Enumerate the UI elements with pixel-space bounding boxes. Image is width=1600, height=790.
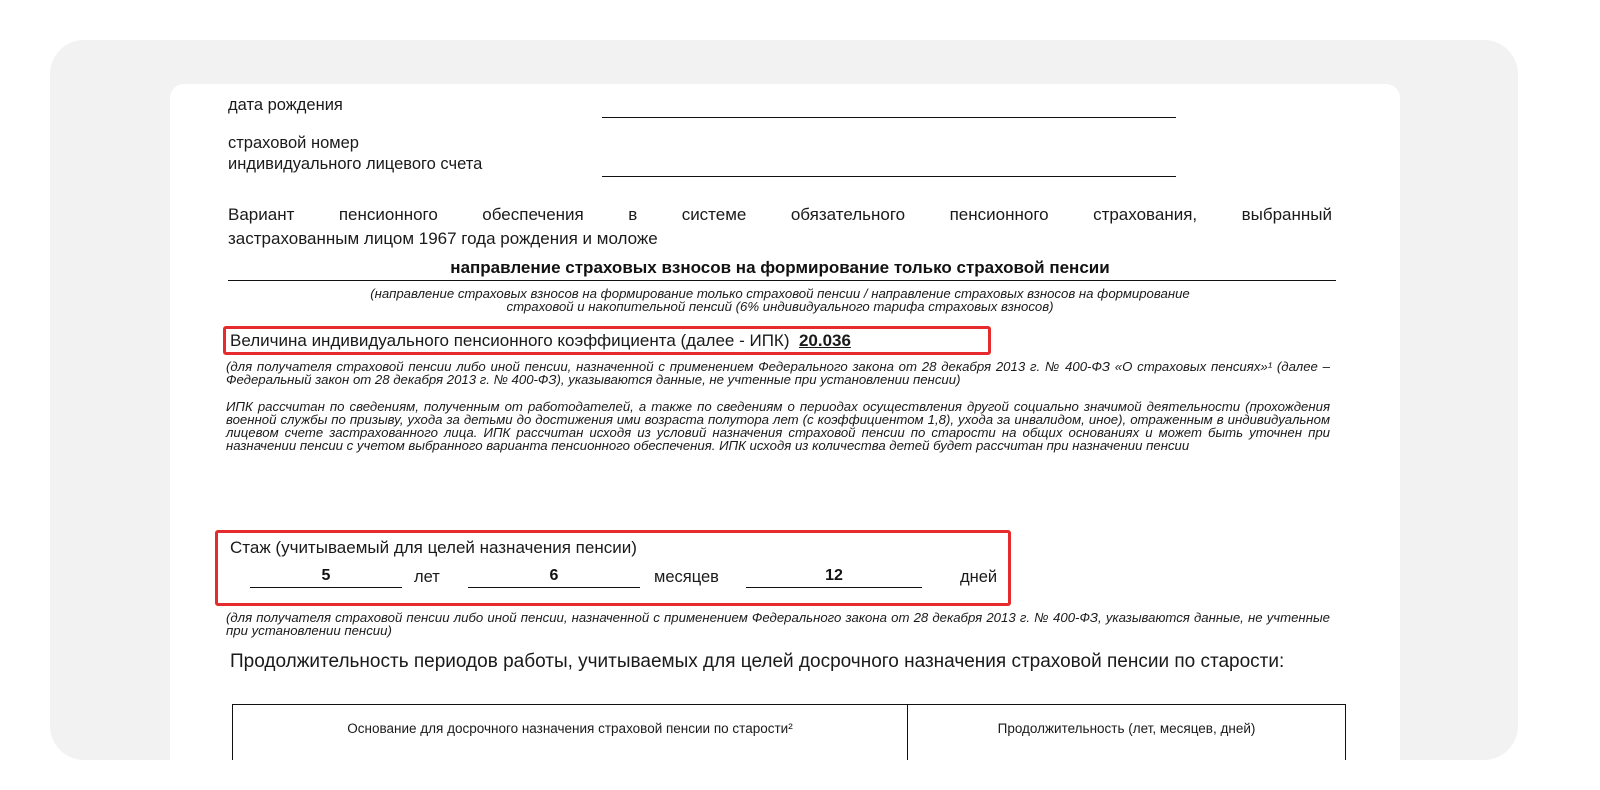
snils-field: [602, 176, 1176, 177]
variant-word: обязательного: [790, 205, 906, 224]
variant-word: в: [628, 205, 638, 224]
periods-table: [232, 704, 1346, 760]
periods-table-header-basis: Основание для досрочного назначения страховой пенсии по старости²: [347, 721, 793, 736]
stazh-days-line: [746, 587, 922, 588]
stazh-days-value: 12: [825, 567, 843, 584]
ipk-note-2: ИПК рассчитан по сведениям, полученным от работодателей, а также по сведениям о периодах осуществления другой социально значимой деятельности (прохождения военной службы по призыву, ухода за детьми до достижения ими возраста полутора лет (с коэффициентом 1,8), ухода за инвалидом, иное), отраженным в индивидуальном лицевом счете застрахованного лица. ИПК рассчитан исходя из условий назначения страховой пенсии по старости на общих основаниях и может быть уточнен при назначении пенсии с учетом выбранного варианта пенсионного обеспечения. ИПК исходя из количества детей будет рассчитан при назначении пенсии: [226, 399, 1330, 453]
stazh-months-value: 6: [549, 567, 559, 584]
stazh-months-line: [468, 587, 640, 588]
variant-word: обеспечения: [482, 205, 584, 224]
snils-label-line1: страховой номер: [228, 134, 359, 152]
variant-word: Вариант: [228, 205, 295, 224]
variant-word: выбранный: [1241, 205, 1332, 224]
variant-word: страхования,: [1093, 205, 1198, 224]
ipk-label: Величина индивидуального пенсионного коэффициента (далее - ИПК): [230, 331, 790, 350]
document-page: [170, 84, 1400, 760]
ipk-row: [230, 331, 851, 351]
ipk-note-1: (для получателя страховой пенсии либо иной пенсии, назначенной с применением Федерального закона от 28 декабря 2013 г. № 400-ФЗ «О страховых пенсиях»¹ (далее – Федеральный закон от 28 декабря 2013 г. № 400-ФЗ), указываются данные, не учтенные при установлении пенсии): [226, 359, 1330, 387]
variant-line-2: застрахованным лицом 1967 года рождения и моложе: [228, 229, 658, 248]
selected-variant: направление страховых взносов на формирование только страховой пенсии: [450, 258, 1110, 277]
stazh-note: (для получателя страховой пенсии либо иной пенсии, назначенной с применением Федерального закона от 28 декабря 2013 г. № 400-ФЗ, указываются данные, не учтенные при установлении пенсии): [226, 610, 1330, 638]
variant-options-note-2: страховой и накопительной пенсий (6% индивидуального тарифа страховых взносов): [506, 299, 1054, 314]
variant-word: пенсионного: [338, 205, 438, 224]
stazh-months-unit: месяцев: [654, 568, 719, 586]
variant-word: системе: [681, 205, 747, 224]
periods-title: Продолжительность периодов работы, учитываемых для целей досрочного назначения страховой пенсии по старости:: [230, 651, 1285, 672]
screenshot-frame: [50, 40, 1518, 760]
variant-line-1: [228, 205, 1332, 225]
variant-word: пенсионного: [949, 205, 1049, 224]
stazh-days-unit: дней: [960, 568, 998, 586]
birth-date-field: [602, 117, 1176, 118]
ipk-value: 20.036: [798, 331, 851, 350]
birth-date-label: дата рождения: [228, 96, 343, 114]
selected-variant-underline: [228, 280, 1336, 281]
variant-options-note-1: (направление страховых взносов на формирование только страховой пенсии / направление страховых взносов на формирование: [370, 286, 1190, 301]
stazh-years-value: 5: [321, 567, 331, 584]
periods-table-header-duration: Продолжительность (лет, месяцев, дней): [997, 721, 1256, 736]
variant-line-1-words: [228, 205, 1332, 225]
snils-label-line2: индивидуального лицевого счета: [228, 155, 483, 173]
stazh-years-unit: лет: [414, 568, 440, 586]
stazh-years-line: [250, 587, 402, 588]
stazh-title: Стаж (учитываемый для целей назначения пенсии): [230, 538, 637, 557]
